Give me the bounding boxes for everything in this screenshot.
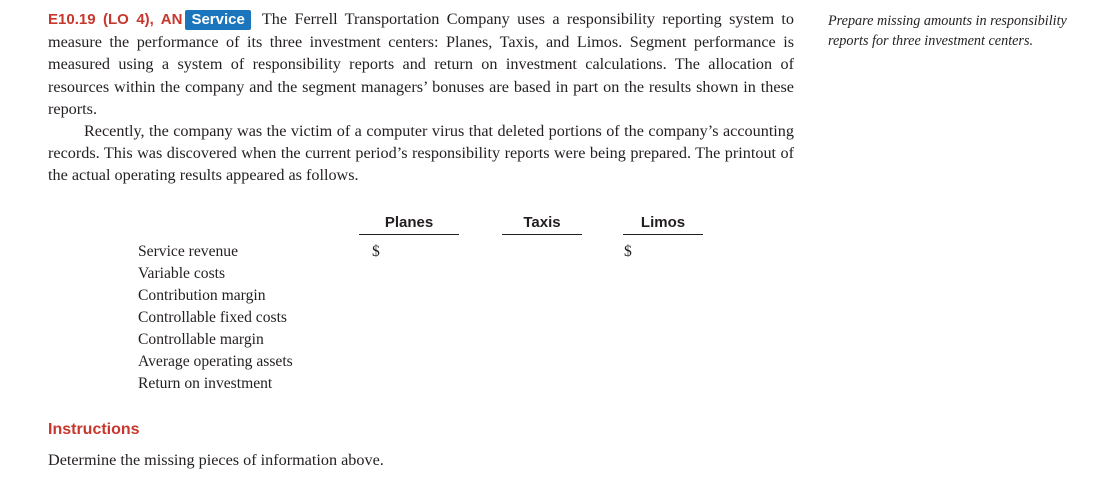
paragraph-1	[48, 8, 794, 120]
instructions-heading: Instructions	[48, 421, 140, 438]
row-label-variable-costs: Variable costs	[138, 265, 226, 282]
row-label-return-on-investment: Return on investment	[138, 375, 273, 392]
margin-note: Prepare missing amounts in responsibility reports for three investment centers.	[828, 13, 1067, 50]
row-label-average-operating-assets: Average operating assets	[138, 353, 293, 370]
row-label-service-revenue: Service revenue	[138, 243, 239, 260]
row-label-controllable-fixed-costs: Controllable fixed costs	[138, 309, 287, 326]
exercise-id: E10.19 (LO 4), AN	[48, 11, 183, 28]
planes-dollar-sign: $	[372, 243, 380, 260]
column-header-planes: Planes	[359, 214, 459, 235]
limos-dollar-sign: $	[624, 243, 632, 260]
column-header-limos: Limos	[623, 214, 703, 235]
service-badge: Service	[185, 10, 250, 30]
column-header-taxis: Taxis	[502, 214, 582, 235]
instructions-text: Determine the missing pieces of information above.	[48, 451, 384, 469]
paragraph-1-text: The Ferrell Transportation Company uses a responsibility reporting system to measure the performance of its three investment centers: Planes, Taxis, and Limos. Segment performance is measured using a system of responsibility reports and return on investment calculations. The allocation of resources within the company and the segment managers’ bonuses are based in part on the results shown in these reports.	[48, 10, 794, 118]
row-label-contribution-margin: Contribution margin	[138, 287, 266, 304]
exercise-body	[48, 8, 794, 187]
paragraph-2: Recently, the company was the victim of a computer virus that deleted portions of the company’s accounting records. This was discovered when the current period’s responsibility reports were being prepared. The printout of the actual operating results appeared as follows.	[48, 122, 794, 185]
row-label-controllable-margin: Controllable margin	[138, 331, 264, 348]
